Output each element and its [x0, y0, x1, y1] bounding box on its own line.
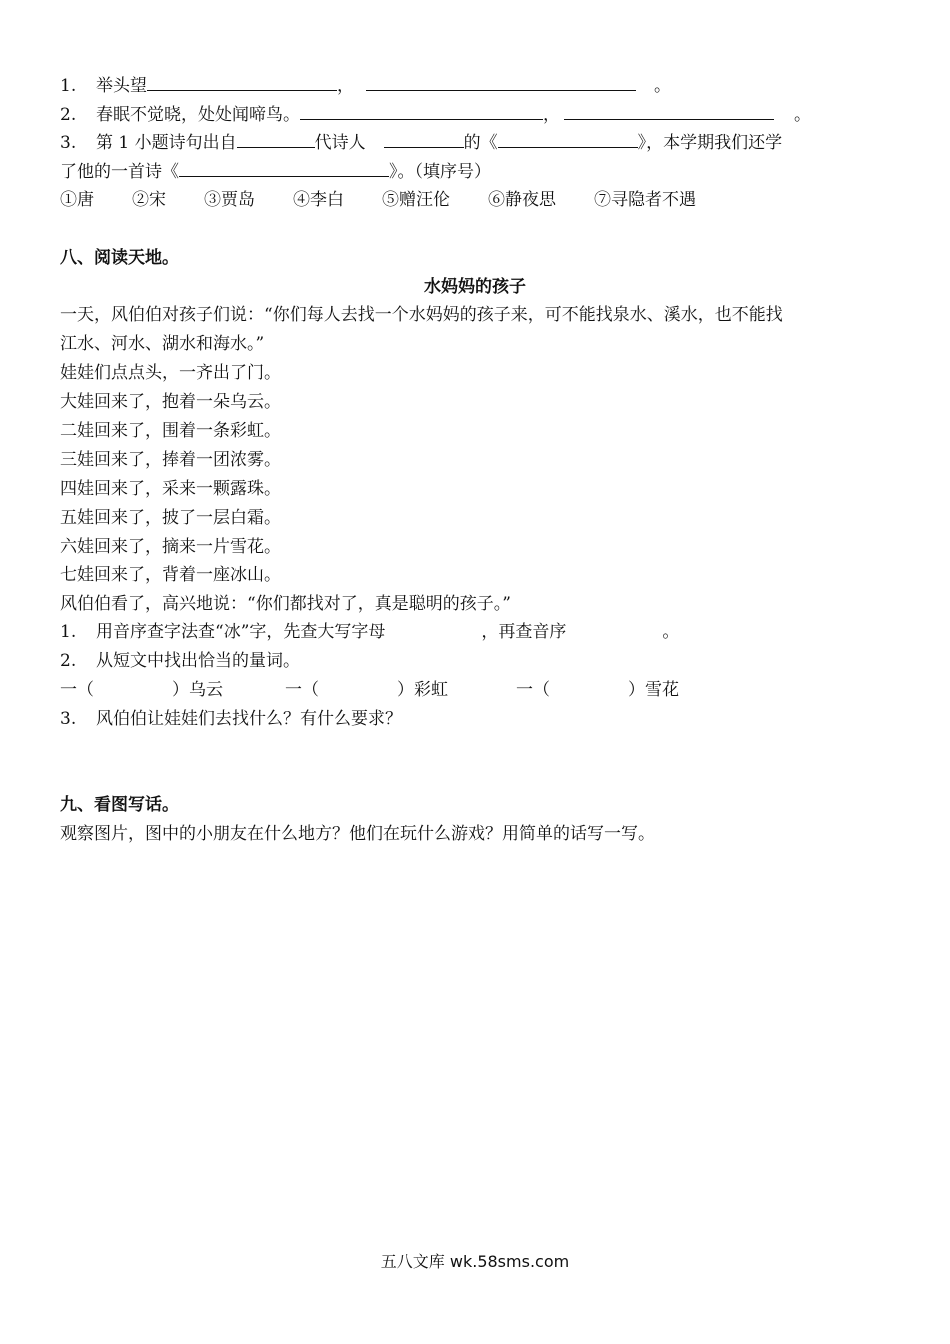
q7-1-end: 。 [654, 76, 671, 96]
measure-3-post: ）雪花 [628, 680, 679, 700]
q7-options [60, 189, 696, 211]
q8-2-text: 从短文中找出恰当的量词。 [96, 651, 300, 671]
q7-3-blank-poet[interactable] [384, 131, 464, 148]
option-2: ②宋 [132, 190, 166, 210]
passage-line-1: 娃娃们点点头，一齐出了门。 [60, 363, 281, 383]
passage-title: 水妈妈的孩子 [424, 277, 526, 297]
option-7: ⑦寻隐者不遇 [594, 190, 696, 210]
q7-2 [60, 103, 811, 126]
q7-1-blank-1[interactable] [147, 74, 337, 91]
q7-3-line2b: 》。（填序号） [389, 162, 491, 182]
q7-1-comma: ， [337, 76, 354, 96]
option-4: ④李白 [293, 190, 344, 210]
q8-1-text-b: ，再查音序 [481, 622, 567, 642]
q7-3-part2: 代诗人 [314, 133, 366, 153]
footer-watermark: 五八文库 wk.58sms.com [380, 1252, 570, 1271]
q8-3-number: 3. [60, 709, 77, 729]
q7-3-line2a: 了他的一首诗《 [60, 162, 179, 182]
q7-2-blank-2[interactable] [564, 103, 774, 120]
passage-line-8: 七娃回来了，背着一座冰山。 [60, 565, 281, 585]
measure-1-pre: 一（ [60, 680, 94, 700]
passage-line-9: 风伯伯看了，高兴地说：“你们都找对了，真是聪明的孩子。” [60, 594, 511, 614]
q7-3-part1: 第 1 小题诗句出自 [96, 133, 237, 153]
q7-1 [60, 74, 671, 97]
q7-3-number: 3. [60, 133, 77, 153]
q7-1-number: 1. [60, 76, 77, 96]
passage-line-2: 大娃回来了，抱着一朵乌云。 [60, 392, 281, 412]
q7-3-blank-poem-2[interactable] [179, 160, 389, 177]
q7-2-comma: ， [543, 105, 560, 125]
section-9-heading: 九、看图写话。 [60, 795, 179, 815]
q8-1-number: 1. [60, 622, 77, 642]
q7-2-number: 2. [60, 105, 77, 125]
q8-1-text-a: 用音序查字法查“冰”字，先查大写字母 [96, 622, 386, 642]
q8-2-measure-words [60, 679, 679, 701]
passage-para1b: 江水、河水、湖水和海水。” [60, 334, 265, 354]
passage-line-6: 五娃回来了，披了一层白霜。 [60, 508, 281, 528]
q7-2-prefix: 春眠不觉晓，处处闻啼鸟。 [96, 105, 300, 125]
q7-3-blank-poem[interactable] [498, 131, 638, 148]
passage-line-5: 四娃回来了，采来一颗露珠。 [60, 479, 281, 499]
option-6: ⑥静夜思 [488, 190, 556, 210]
option-3: ③贾岛 [204, 190, 255, 210]
q7-3-line2 [60, 160, 491, 183]
q7-1-prefix: 举头望 [96, 76, 147, 96]
q8-3 [60, 708, 402, 730]
passage-line-4: 三娃回来了，捧着一团浓雾。 [60, 450, 281, 470]
q8-1-text-c: 。 [662, 622, 680, 642]
passage-para1a: 一天，风伯伯对孩子们说：“你们每人去找一个水妈妈的孩子来，可不能找泉水、溪水，也不能找 [60, 305, 783, 325]
passage-line-3: 二娃回来了，围着一条彩虹。 [60, 421, 281, 441]
q7-3-blank-dynasty[interactable] [237, 131, 315, 148]
q8-2 [60, 650, 300, 672]
q7-2-blank-1[interactable] [300, 103, 543, 120]
measure-1-post: ）乌云 [172, 680, 223, 700]
q7-2-end: 。 [794, 105, 811, 125]
q7-1-blank-2[interactable] [366, 74, 636, 91]
q7-3-part3: 的《 [463, 133, 498, 153]
q8-3-text: 风伯伯让娃娃们去找什么？有什么要求？ [96, 709, 402, 729]
passage-line-7: 六娃回来了，摘来一片雪花。 [60, 537, 281, 557]
measure-2-post: ）彩虹 [397, 680, 448, 700]
q8-1 [60, 621, 679, 643]
option-5: ⑤赠汪伦 [382, 190, 450, 210]
section-8-heading: 八、阅读天地。 [60, 248, 179, 268]
option-1: ①唐 [60, 190, 94, 210]
measure-3-pre: 一（ [516, 680, 550, 700]
q7-3-line1 [60, 131, 782, 154]
measure-2-pre: 一（ [285, 680, 319, 700]
q7-3-part4: 》，本学期我们还学 [637, 133, 783, 153]
q8-2-number: 2. [60, 651, 77, 671]
section-9-text: 观察图片，图中的小朋友在什么地方？他们在玩什么游戏？用简单的话写一写。 [60, 824, 655, 844]
